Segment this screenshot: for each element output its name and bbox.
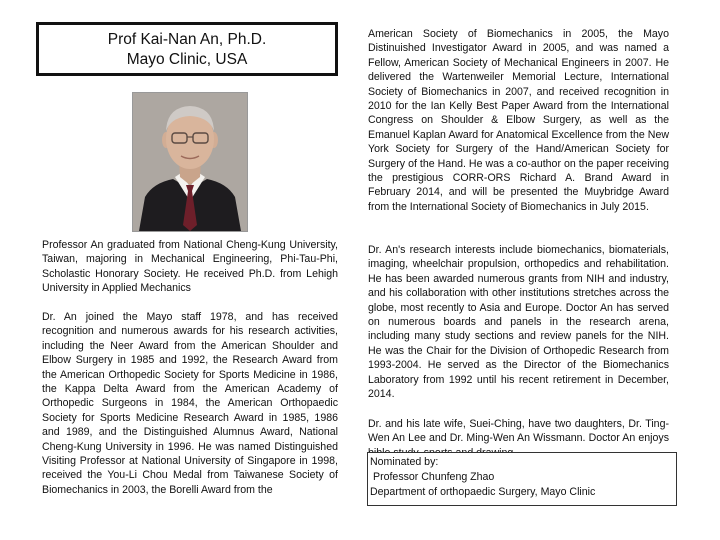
speaker-affiliation: Mayo Clinic, USA <box>126 51 248 68</box>
portrait-photo <box>132 92 248 232</box>
nomination-box <box>367 452 677 506</box>
nominator-name: Professor Chunfeng Zhao <box>373 471 495 483</box>
awards-continued-paragraph: American Society of Biomechanics in 2005, the Mayo Distinuished Investigator Award in 2005, and was named a Fellow, American Society of Mechanical Engineers in 2007. He delivered the Wartenweiler Memorial Lecture, International Society of Biomechanics in 2007, and received recognition in 2010 for the Ian Kelly Best Paper Award from the International Congress on Shoulder & Elbow Surgery, as well as the Emanuel Kaplan Award for Anatomical Excellence from the New York Society for Surgery of the Hand/American Society for Surgery of the Hand. He was a co-author on the paper receiving the prestigious CORR-ORS Richard A. Brand Award in February 2014, and will be presented the Muybridge Award from the International Society of Biomechanics in July 2015. <box>368 28 669 213</box>
nomination-heading: Nominated by: <box>370 456 439 468</box>
education-paragraph: Professor An graduated from National Cheng-Kung University, Taiwan, majoring in Mechanical Engineering, Phi-Tau-Phi, Scholastic Honorary Society. He received Ph.D. from Lehigh University in Applied Mechanics <box>42 239 338 295</box>
research-interests-paragraph: Dr. An's research interests include biomechanics, biomaterials, imaging, wheelchair propulsion, orthopedics and rehabilitation. He has been awarded numerous grants from NIH and industry, and his collaboration with other institutions stretches across the globe, most recently to Asia and Europe. Doctor An has served on numerous boards and panels in the research arena, including many study sections and review panels for the NIH. He was the Chair for the Division of Orthopedic Research from 1993-2004. He served as the Director of the Biomechanics Laboratory from 1992 until his recent retirement in December, 2014. <box>368 244 669 401</box>
career-awards-paragraph: Dr. An joined the Mayo staff 1978, and has received recognition and numerous awards for his research activities, including the Neer Award from the American Shoulder and Elbow Surgery in 1985 and 1992, the Research Award from the American Orthopedic Society for Sports Medicine in 1986, the Kappa Delta Award from the American Academy of Orthopedic Surgeons in 1984, the American Orthopaedic Society for Sports Medicine Research Award in 1985, 1986 and 1989, and the Distinguished Alumnus Award, National Cheng-Kung University in 1996. He was named Distinguished Visiting Professor at National University of Singapore in 1998, received the You-Li Chou Medal from Taiwanese Society of Biomechanics in 2003, the Borelli Award from the <box>42 311 338 496</box>
portrait-illustration <box>133 93 247 231</box>
title-box <box>36 22 338 76</box>
speaker-name: Prof Kai-Nan An, Ph.D. <box>107 31 267 48</box>
family-paragraph: Dr. and his late wife, Suei-Ching, have two daughters, Dr. Ting-Wen An Lee and Dr. Ming-Wen An Wissmann. Doctor An enjoys <box>368 418 669 445</box>
nominator-department: Department of orthopaedic Surgery, Mayo Clinic <box>370 486 596 498</box>
